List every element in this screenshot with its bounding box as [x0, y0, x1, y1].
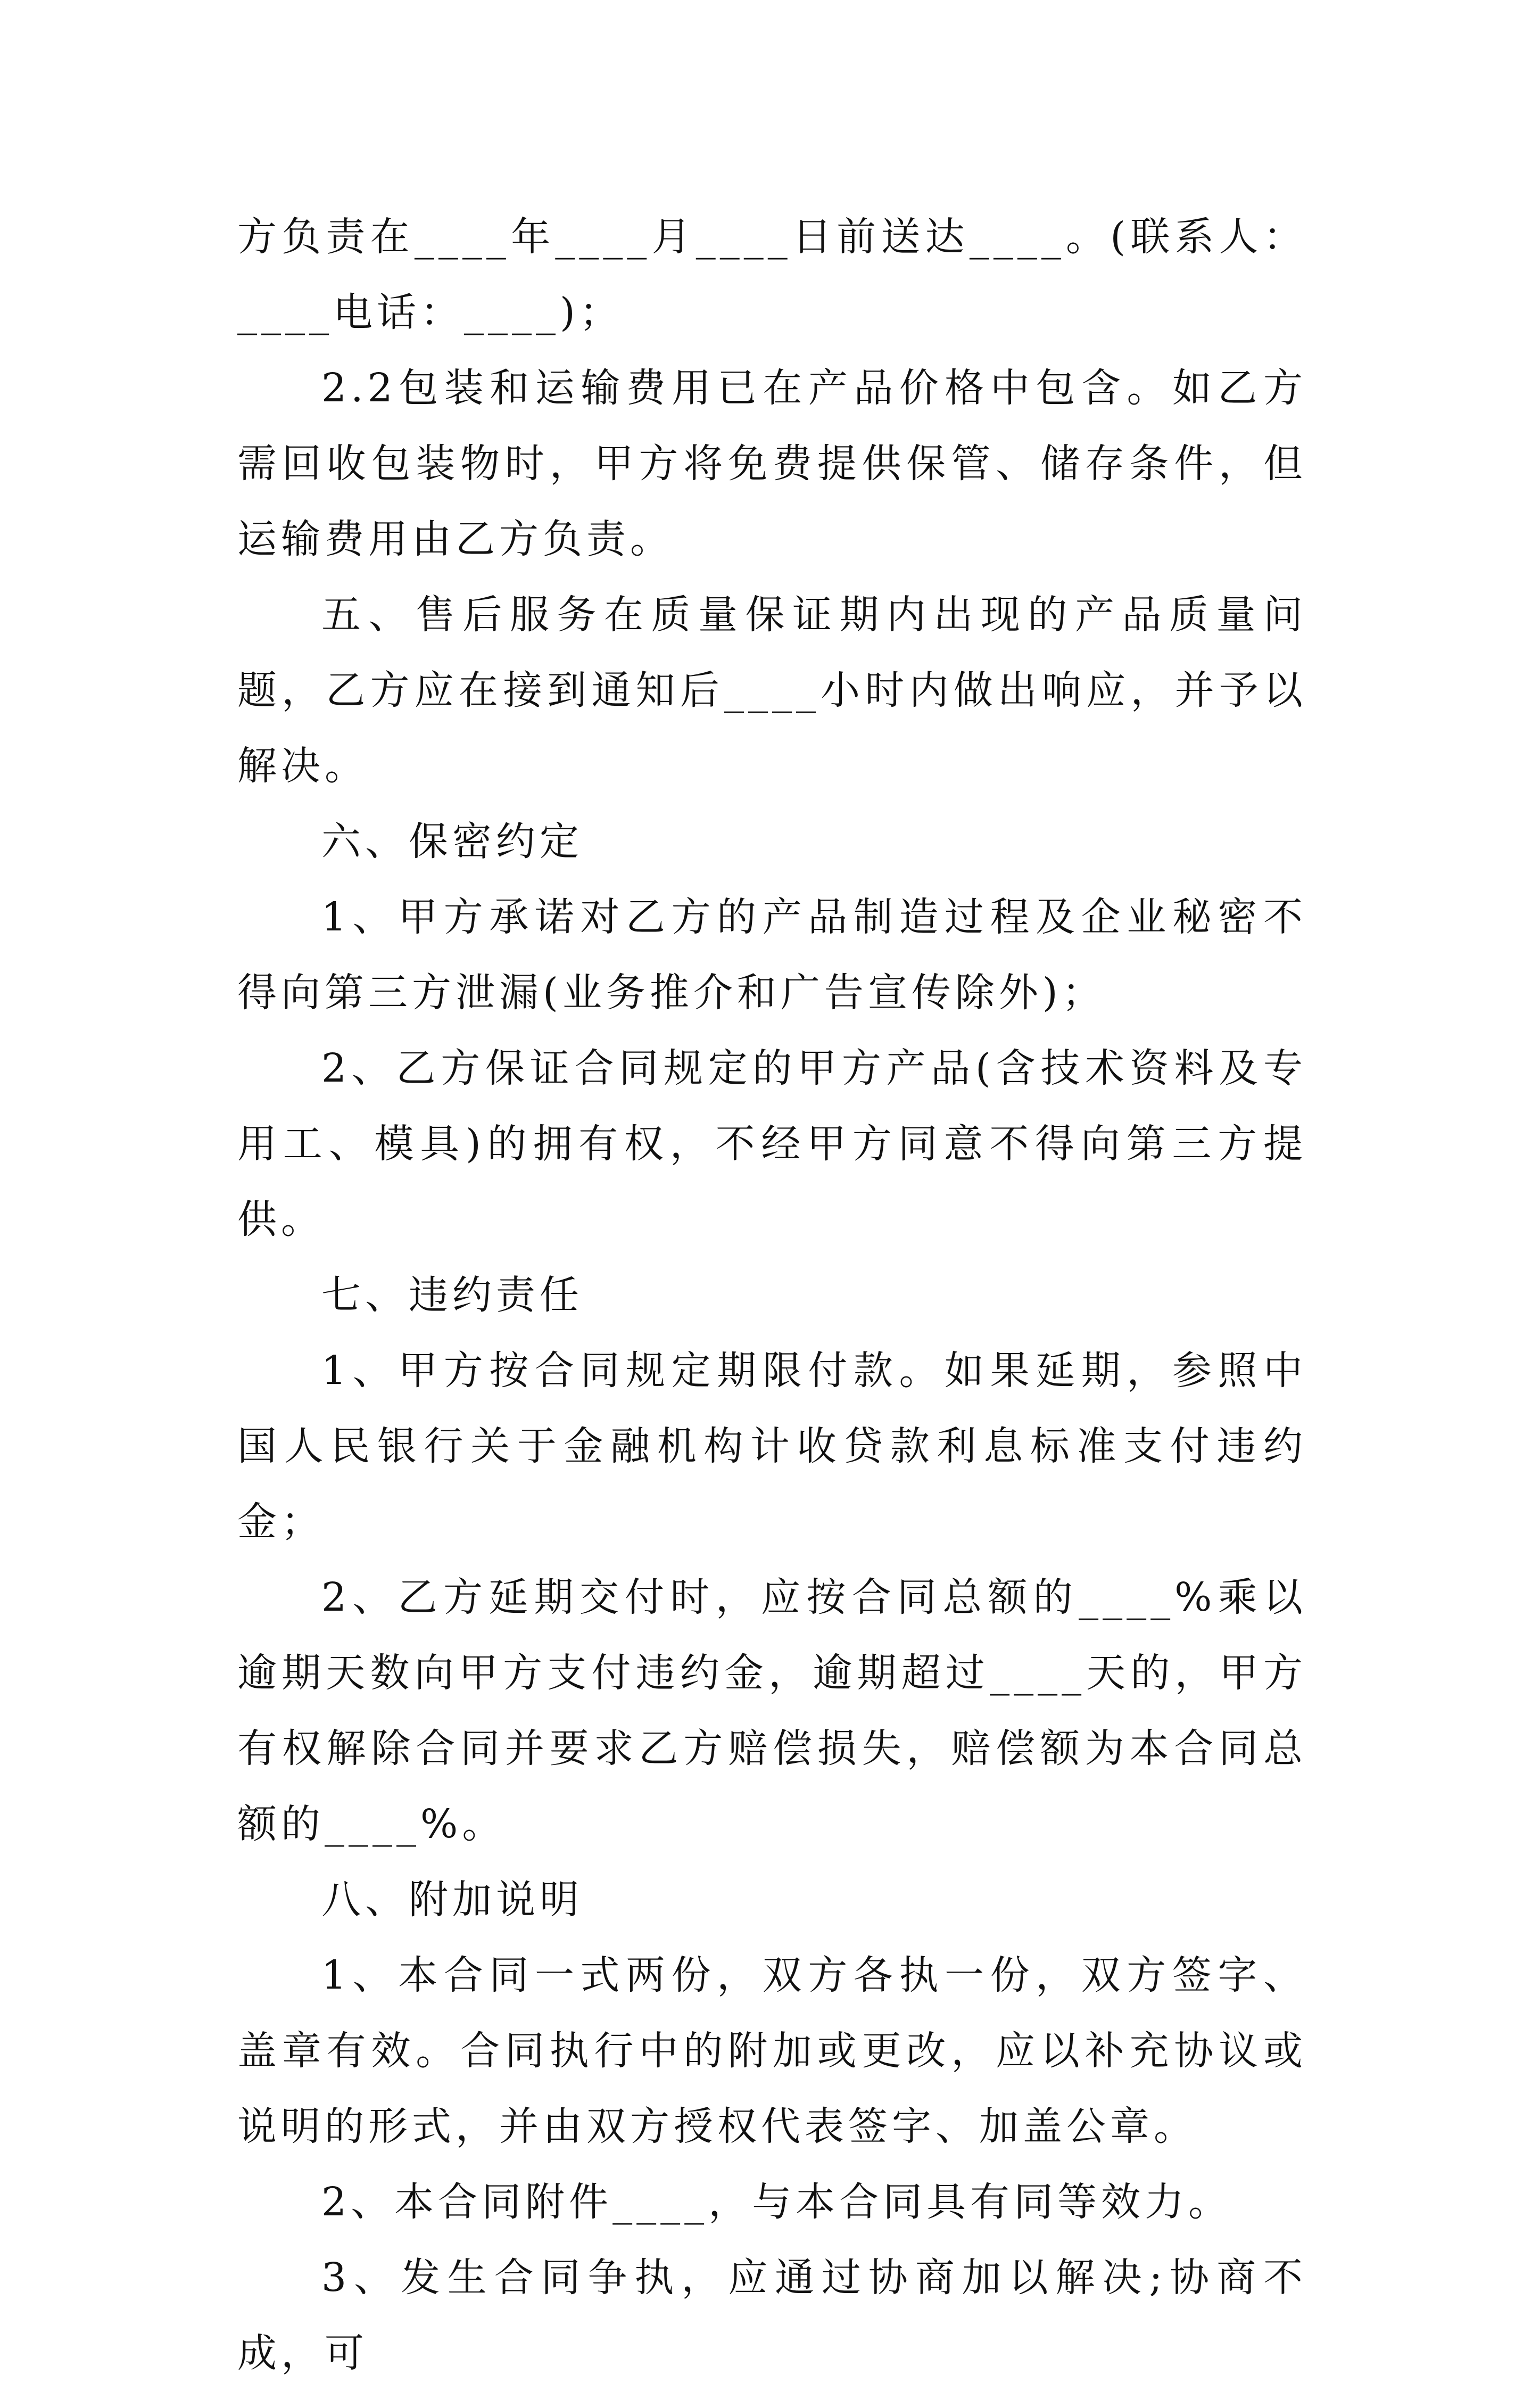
paragraph-breach-1: 1、甲方按合同规定期限付款。如果延期，参照中国人民银行关于金融机构计收贷款利息标准支付违约金； [237, 1348, 1307, 1545]
paragraph-after-sales-service: 五、售后服务在质量保证期内出现的产品质量问题，乙方应在接到通知后____小时内做出响应，并予以解决。 [237, 592, 1307, 789]
heading-additional-notes: 八、附加说明 [321, 1877, 583, 1923]
paragraph-packaging-transport: 2.2包装和运输费用已在产品价格中包含。如乙方需回收包装物时，甲方将免费提供保管、储存条件，但运输费用由乙方负责。 [237, 365, 1307, 562]
heading-breach-liability: 七、违约责任 [321, 1272, 583, 1318]
paragraph-additional-3: 3、发生合同争执，应通过协商加以解决;协商不成，可 [237, 2255, 1307, 2376]
paragraph-breach-2: 2、乙方延期交付时，应按合同总额的____%乘以逾期天数向甲方支付违约金，逾期超过____天的，甲方有权解除合同并要求乙方赔偿损失，赔偿额为本合同总额的____%。 [237, 1574, 1307, 1847]
paragraph-confidentiality-2: 2、乙方保证合同规定的甲方产品(含技术资料及专用工、模具)的拥有权，不经甲方同意不得向第三方提供。 [237, 1045, 1307, 1242]
contract-body [237, 199, 1307, 2391]
heading-confidentiality: 六、保密约定 [321, 819, 583, 864]
paragraph-confidentiality-1: 1、甲方承诺对乙方的产品制造过程及企业秘密不得向第三方泄漏(业务推介和广告宣传除外)； [237, 894, 1307, 1016]
paragraph-delivery-contact: 方负责在____年____月____日前送达____。(联系人：____电话：____)； [237, 214, 1307, 335]
paragraph-additional-2: 2、本合同附件____，与本合同具有同等效力。 [321, 2179, 1232, 2225]
paragraph-additional-1: 1、本合同一式两份，双方各执一份，双方签字、盖章有效。合同执行中的附加或更改，应以补充协议或说明的形式，并由双方授权代表签字、加盖公章。 [237, 1952, 1307, 2149]
